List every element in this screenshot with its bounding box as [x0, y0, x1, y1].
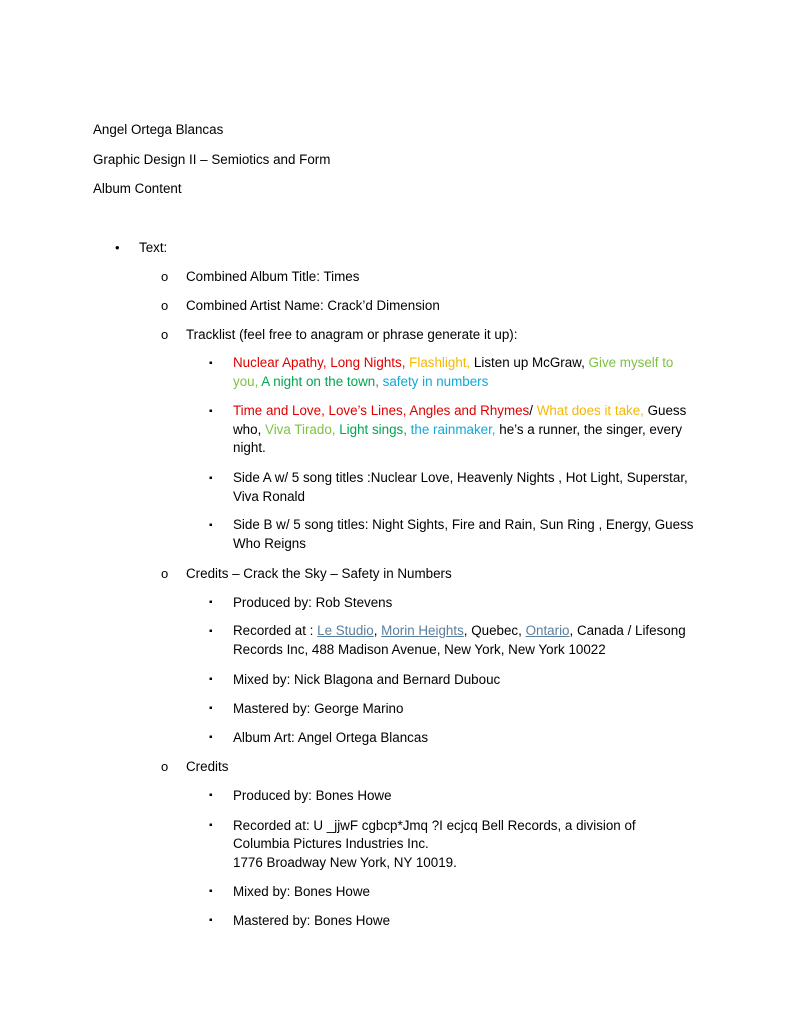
- track-segment-slash: /: [529, 403, 533, 418]
- track-segment-light-green: Viva Tirado,: [261, 421, 336, 437]
- credits-1-album-art: Album Art: Angel Ortega Blancas: [233, 730, 429, 745]
- bullet-level3: ▪: [209, 674, 213, 685]
- tracklist-label: Tracklist (feel free to anagram or phrase generate it up):: [186, 327, 518, 342]
- bullet-level3: ▪: [209, 358, 213, 369]
- link-morin-heights[interactable]: Morin Heights: [381, 623, 464, 638]
- credits-2-mixed: Mixed by: Bones Howe: [233, 884, 370, 899]
- track-segment-yellow: Flashlight,: [405, 355, 471, 370]
- recorded-middle: , Quebec,: [463, 623, 526, 638]
- credits-1-label: Credits – Crack the Sky – Safety in Numbers: [186, 566, 452, 581]
- bullet-level3: ▪: [209, 520, 213, 531]
- bullet-level3: ▪: [209, 703, 213, 714]
- track-segment-cyan: safety in numbers: [378, 373, 489, 389]
- link-le-studio[interactable]: Le Studio: [317, 623, 374, 638]
- side-b-titles: Side B w/ 5 song titles: Night Sights, Fire and Rain, Sun Ring , Energy, Guess Who Reigns: [233, 517, 694, 551]
- bullet-level3: ▪: [209, 597, 213, 608]
- credits-2-recorded-line3: 1776 Broadway New York, NY 10019.: [233, 855, 457, 870]
- recorded-separator: ,: [373, 623, 382, 638]
- track-segment-red: Time and Love, Love’s Lines, Angles and Rhymes: [233, 403, 530, 418]
- bullet-level3: ▪: [209, 790, 213, 801]
- credits-2-produced: Produced by: Bones Howe: [233, 788, 392, 803]
- bullet-level3: ▪: [209, 473, 213, 484]
- track-segment-light-green: Give myself to you,: [233, 355, 674, 389]
- link-ontario[interactable]: Ontario: [525, 623, 570, 638]
- credits-2-recorded-line1: Recorded at: U _jjwF cgbcp*Jmq ?I ecjcq Bell Records, a division of: [233, 818, 636, 833]
- track-segment-black: he’s a runner, the singer, every night.: [233, 421, 683, 456]
- tracklist-option-2: [233, 402, 701, 458]
- credits-2-mastered: Mastered by: Bones Howe: [233, 913, 391, 928]
- artist-name-item: Combined Artist Name: Crack’d Dimension: [186, 298, 440, 313]
- document-title: Album Content: [93, 181, 182, 196]
- bullet-level2: o: [161, 269, 169, 284]
- track-segment-green: A night on the town,: [258, 373, 379, 389]
- bullet-level2: o: [161, 298, 169, 313]
- track-segment-black: Listen up McGraw,: [470, 355, 585, 370]
- credits-1-mixed: Mixed by: Nick Blagona and Bernard Dubouc: [233, 672, 501, 687]
- side-a-titles: Side A w/ 5 song titles :Nuclear Love, Heavenly Nights , Hot Light, Superstar, Viva Ronald: [233, 470, 688, 504]
- bullet-level2: o: [161, 566, 169, 581]
- credits-1-recorded: [233, 622, 701, 659]
- bullet-level2: o: [161, 327, 169, 342]
- track-segment-black: Guess who,: [233, 403, 687, 437]
- author-name: Angel Ortega Blancas: [93, 122, 224, 137]
- recorded-prefix: Recorded at :: [233, 623, 318, 638]
- credits-1-mastered: Mastered by: George Marino: [233, 701, 404, 716]
- track-segment-green: Light sings,: [335, 421, 407, 437]
- bullet-level3: ▪: [209, 820, 213, 831]
- track-segment-cyan: the rainmaker,: [406, 421, 496, 437]
- bullet-level3: ▪: [209, 732, 213, 743]
- bullet-level3: ▪: [209, 915, 213, 926]
- section-text-label: Text:: [139, 240, 168, 255]
- album-title-item: Combined Album Title: Times: [186, 269, 360, 284]
- bullet-level3: ▪: [209, 626, 213, 637]
- credits-2-label: Credits: [186, 759, 229, 774]
- bullet-level3: ▪: [209, 406, 213, 417]
- tracklist-option-1: [233, 354, 701, 391]
- bullet-level3: ▪: [209, 886, 213, 897]
- recorded-rest: , Canada / Lifesong Records Inc, 488 Madison Avenue, New York, New York 10022: [233, 623, 686, 657]
- track-segment-red: Nuclear Apathy, Long Nights,: [233, 355, 406, 370]
- credits-2-recorded-line2: Columbia Pictures Industries Inc.: [233, 836, 429, 851]
- bullet-level2: o: [161, 759, 169, 774]
- credits-1-produced: Produced by: Rob Stevens: [233, 595, 393, 610]
- course-title: Graphic Design II – Semiotics and Form: [93, 152, 331, 167]
- track-segment-yellow: What does it take,: [533, 403, 644, 418]
- bullet-level1: •: [115, 240, 120, 255]
